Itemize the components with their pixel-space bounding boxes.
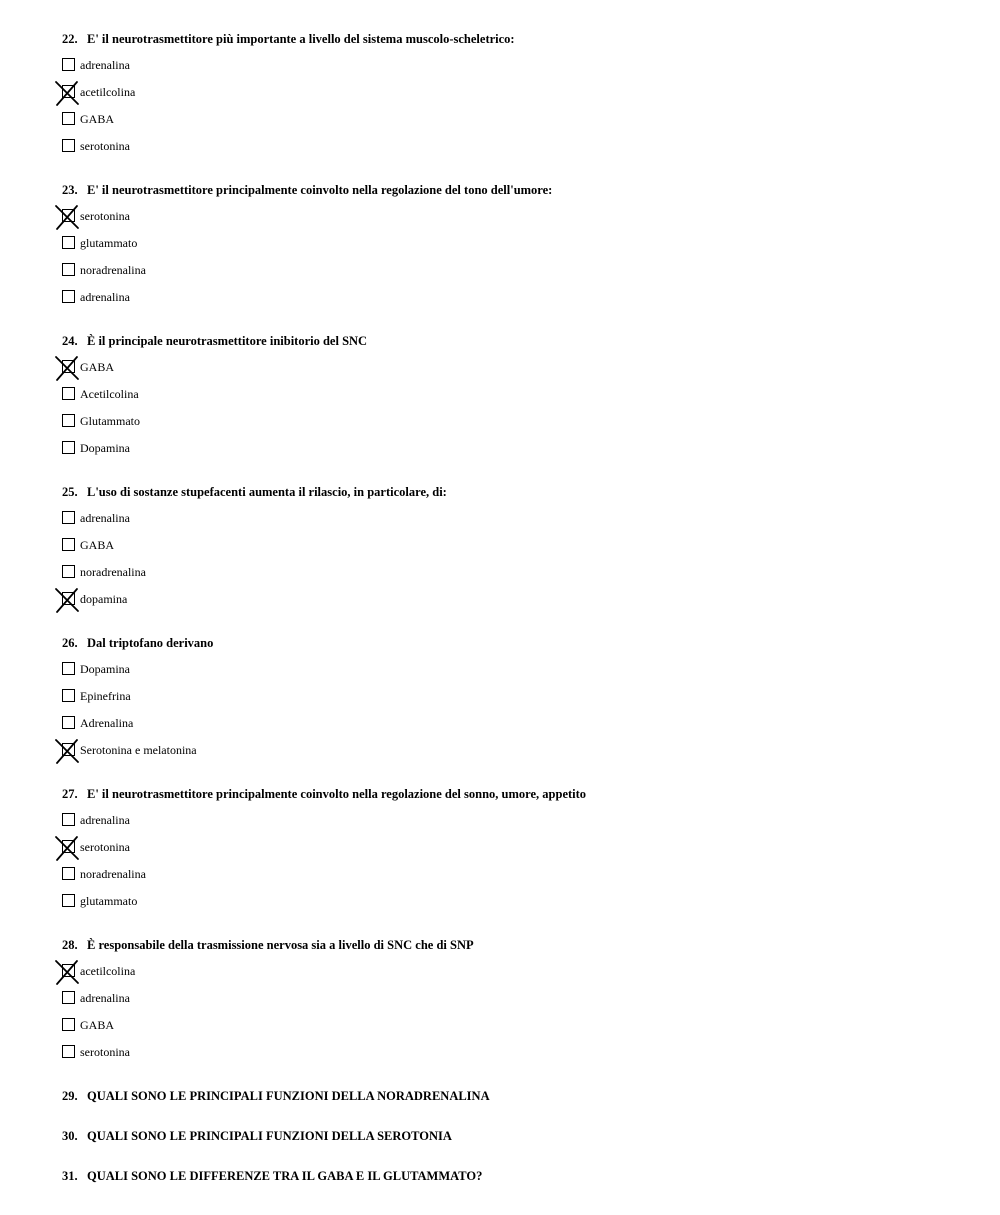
question-text: È il principale neurotrasmettitore inibitorio del SNC bbox=[87, 334, 368, 348]
option-noradrenalina[interactable] bbox=[62, 263, 962, 279]
checkbox[interactable] bbox=[62, 689, 75, 702]
open-question-30 bbox=[62, 1128, 452, 1144]
question-number: 30. bbox=[62, 1129, 78, 1143]
question-number: 29. bbox=[62, 1089, 78, 1103]
checkbox[interactable] bbox=[62, 1045, 75, 1058]
option-label: adrenalina bbox=[80, 991, 130, 1005]
question-title bbox=[62, 31, 962, 47]
checkbox[interactable] bbox=[62, 441, 75, 454]
option-gaba[interactable] bbox=[62, 1018, 962, 1034]
option-adrenalina[interactable] bbox=[62, 813, 962, 829]
checkbox[interactable] bbox=[62, 867, 75, 880]
option-label: Dopamina bbox=[80, 662, 130, 676]
option-serotonina[interactable] bbox=[62, 1045, 962, 1061]
option-gaba[interactable] bbox=[62, 538, 962, 554]
checkbox[interactable] bbox=[62, 112, 75, 125]
option-label: Dopamina bbox=[80, 441, 130, 455]
checkbox[interactable] bbox=[62, 538, 75, 551]
question-text: E' il neurotrasmettitore principalmente coinvolto nella regolazione del tono dell'umore: bbox=[87, 183, 553, 197]
question-number: 28. bbox=[62, 938, 78, 952]
option-label: Epinefrina bbox=[80, 689, 131, 703]
checkbox[interactable] bbox=[62, 991, 75, 1004]
question-text: QUALI SONO LE PRINCIPALI FUNZIONI DELLA NORADRENALINA bbox=[87, 1089, 490, 1103]
checkbox[interactable] bbox=[62, 511, 75, 524]
question-title bbox=[62, 333, 962, 349]
option-adrenalina[interactable] bbox=[62, 991, 962, 1007]
checkbox[interactable] bbox=[62, 662, 75, 675]
checkbox[interactable] bbox=[62, 813, 75, 826]
question-text: Dal triptofano derivano bbox=[87, 636, 214, 650]
option-label: Glutammato bbox=[80, 414, 140, 428]
question-text: L'uso di sostanze stupefacenti aumenta il rilascio, in particolare, di: bbox=[87, 485, 447, 499]
option-label: GABA bbox=[80, 360, 115, 374]
option-label: adrenalina bbox=[80, 290, 130, 304]
option-label: serotonina bbox=[80, 209, 130, 223]
checkbox[interactable] bbox=[62, 1018, 75, 1031]
question-number: 31. bbox=[62, 1169, 78, 1183]
question-text: E' il neurotrasmettitore principalmente coinvolto nella regolazione del sonno, umore, appetito bbox=[87, 787, 587, 801]
option-label: adrenalina bbox=[80, 813, 130, 827]
option-acetilcolina[interactable] bbox=[62, 387, 962, 403]
question-title bbox=[62, 182, 962, 198]
checkbox[interactable] bbox=[62, 414, 75, 427]
option-label: noradrenalina bbox=[80, 263, 146, 277]
question-number: 24. bbox=[62, 334, 78, 348]
option-glutammato[interactable] bbox=[62, 236, 962, 252]
option-epinefrina[interactable] bbox=[62, 689, 962, 705]
option-adrenalina[interactable] bbox=[62, 716, 962, 732]
option-serotonina-e-melatonina[interactable] bbox=[62, 743, 962, 759]
option-adrenalina[interactable] bbox=[62, 290, 962, 306]
option-label: Acetilcolina bbox=[80, 387, 139, 401]
option-gaba[interactable] bbox=[62, 112, 962, 128]
option-glutammato[interactable] bbox=[62, 894, 962, 910]
option-label: noradrenalina bbox=[80, 565, 146, 579]
question-25 bbox=[62, 484, 962, 608]
question-27 bbox=[62, 786, 962, 910]
question-text: È responsabile della trasmissione nervosa sia a livello di SNC che di SNP bbox=[87, 938, 474, 952]
question-number: 22. bbox=[62, 32, 78, 46]
open-question-31 bbox=[62, 1168, 482, 1184]
question-22 bbox=[62, 31, 962, 155]
option-label: serotonina bbox=[80, 139, 130, 153]
question-title bbox=[62, 786, 962, 802]
question-number: 25. bbox=[62, 485, 78, 499]
option-serotonina[interactable] bbox=[62, 209, 962, 225]
checkbox[interactable] bbox=[62, 716, 75, 729]
option-noradrenalina[interactable] bbox=[62, 867, 962, 883]
option-label: acetilcolina bbox=[80, 85, 136, 99]
question-text: QUALI SONO LE PRINCIPALI FUNZIONI DELLA SEROTONIA bbox=[87, 1129, 452, 1143]
question-title bbox=[62, 635, 962, 651]
option-serotonina[interactable] bbox=[62, 139, 962, 155]
question-number: 26. bbox=[62, 636, 78, 650]
question-24 bbox=[62, 333, 962, 457]
checkbox[interactable] bbox=[62, 894, 75, 907]
checkbox[interactable] bbox=[62, 387, 75, 400]
checkbox[interactable] bbox=[62, 360, 75, 373]
checkbox[interactable] bbox=[62, 58, 75, 71]
question-title bbox=[62, 484, 962, 500]
option-acetilcolina[interactable] bbox=[62, 85, 962, 101]
option-adrenalina[interactable] bbox=[62, 511, 962, 527]
option-label: adrenalina bbox=[80, 58, 130, 72]
option-label: adrenalina bbox=[80, 511, 130, 525]
checkbox[interactable] bbox=[62, 565, 75, 578]
option-glutammato[interactable] bbox=[62, 414, 962, 430]
open-question-29 bbox=[62, 1088, 490, 1104]
question-23 bbox=[62, 182, 962, 306]
option-label: acetilcolina bbox=[80, 964, 136, 978]
option-adrenalina[interactable] bbox=[62, 58, 962, 74]
checkbox[interactable] bbox=[62, 592, 75, 605]
option-label: Serotonina e melatonina bbox=[80, 743, 197, 757]
option-label: GABA bbox=[80, 538, 115, 552]
option-gaba[interactable] bbox=[62, 360, 962, 376]
option-dopamina[interactable] bbox=[62, 662, 962, 678]
checkbox[interactable] bbox=[62, 964, 75, 977]
checkbox[interactable] bbox=[62, 290, 75, 303]
option-label: GABA bbox=[80, 1018, 115, 1032]
question-text: E' il neurotrasmettitore più importante a livello del sistema muscolo-scheletrico: bbox=[87, 32, 515, 46]
option-label: glutammato bbox=[80, 236, 138, 250]
question-text: QUALI SONO LE DIFFERENZE TRA IL GABA E IL GLUTAMMATO? bbox=[87, 1169, 483, 1183]
checkbox[interactable] bbox=[62, 85, 75, 98]
option-label: noradrenalina bbox=[80, 867, 146, 881]
checkbox[interactable] bbox=[62, 840, 75, 853]
option-label: serotonina bbox=[80, 840, 130, 854]
checkbox[interactable] bbox=[62, 263, 75, 276]
option-dopamina[interactable] bbox=[62, 592, 962, 608]
option-label: Adrenalina bbox=[80, 716, 134, 730]
question-title bbox=[62, 937, 962, 953]
option-label: glutammato bbox=[80, 894, 138, 908]
checkbox[interactable] bbox=[62, 139, 75, 152]
question-number: 27. bbox=[62, 787, 78, 801]
question-26 bbox=[62, 635, 962, 759]
option-serotonina[interactable] bbox=[62, 840, 962, 856]
option-label: serotonina bbox=[80, 1045, 130, 1059]
question-number: 23. bbox=[62, 183, 78, 197]
checkbox[interactable] bbox=[62, 743, 75, 756]
option-noradrenalina[interactable] bbox=[62, 565, 962, 581]
option-label: GABA bbox=[80, 112, 115, 126]
option-dopamina[interactable] bbox=[62, 441, 962, 457]
option-acetilcolina[interactable] bbox=[62, 964, 962, 980]
checkbox[interactable] bbox=[62, 236, 75, 249]
checkbox[interactable] bbox=[62, 209, 75, 222]
option-label: dopamina bbox=[80, 592, 128, 606]
question-28 bbox=[62, 937, 962, 1061]
